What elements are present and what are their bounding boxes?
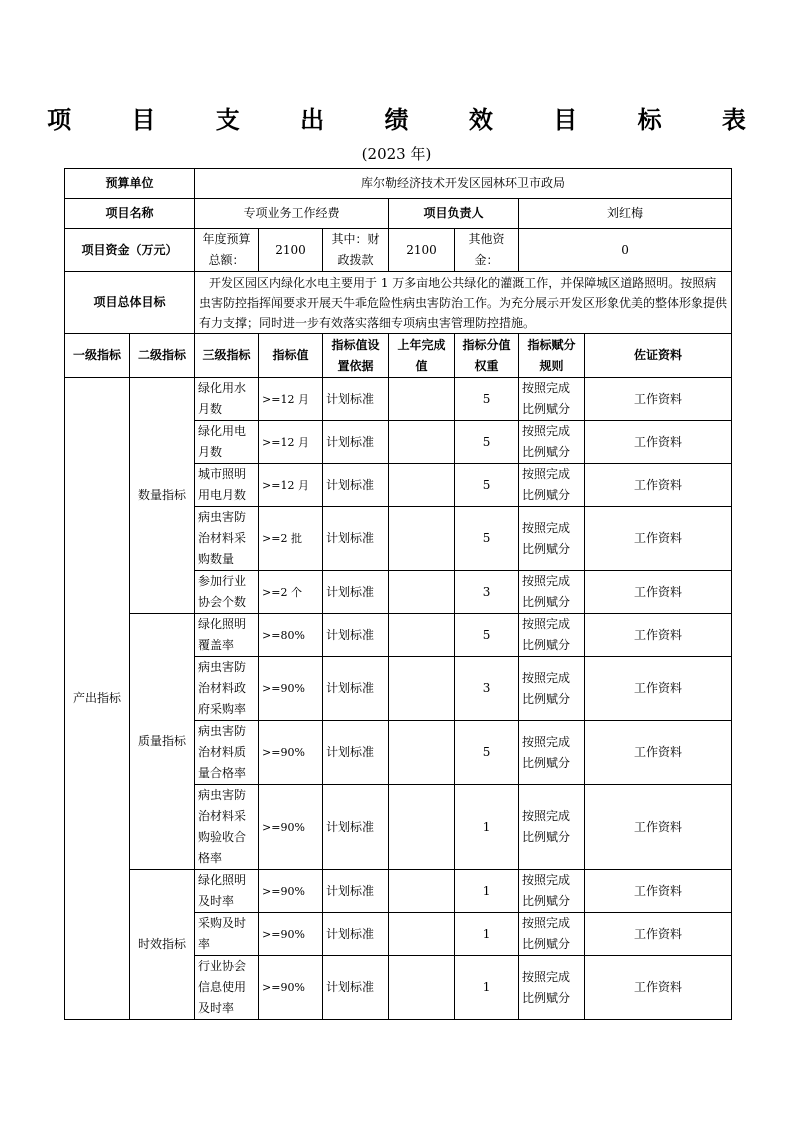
indicator-value: >=12 月 — [259, 464, 323, 507]
indicator-basis: 计划标准 — [323, 378, 389, 421]
indicator-rule: 按照完成比例赋分 — [519, 464, 585, 507]
indicator-evidence: 工作资料 — [585, 464, 732, 507]
funds-row — [65, 229, 732, 272]
indicator-rule: 按照完成比例赋分 — [519, 721, 585, 785]
indicator-weight: 3 — [455, 571, 519, 614]
header-level2: 二级指标 — [130, 334, 195, 378]
indicator-name: 行业协会信息使用及时率 — [195, 956, 259, 1020]
indicator-name: 城市照明用电月数 — [195, 464, 259, 507]
page-title: 项 目 支 出 绩 效 目 标 表 — [47, 105, 772, 134]
header-prev-value: 上年完成值 — [389, 334, 455, 378]
indicator-rule: 按照完成比例赋分 — [519, 657, 585, 721]
overall-goal-text: 开发区园区内绿化水电主要用于 1 万多亩地公共绿化的灌溉工作，并保障城区道路照明。按照病虫害防控指挥闻要求开展天牛乖危险性病虫害防治工作。为充分展示开发区形象优美的整体形象提供有力支撑；同时进一步有效落实落细专项病虫害管理防控措施。 — [195, 272, 732, 334]
indicator-name: 病虫害防治材料采购验收合格率 — [195, 785, 259, 870]
budget-unit-row — [65, 169, 732, 199]
level1-output: 产出指标 — [65, 378, 130, 1020]
indicator-rule: 按照完成比例赋分 — [519, 378, 585, 421]
overall-goal-label: 项目总体目标 — [65, 272, 195, 334]
other-funds-label: 其他资金： — [455, 229, 519, 272]
indicator-weight: 1 — [455, 870, 519, 913]
indicator-name: 病虫害防治材料政府采购率 — [195, 657, 259, 721]
indicator-prev — [389, 913, 455, 956]
overall-goal-row — [65, 272, 732, 334]
indicator-basis: 计划标准 — [323, 721, 389, 785]
indicator-evidence: 工作资料 — [585, 913, 732, 956]
performance-table — [64, 168, 732, 1020]
header-evidence: 佐证资料 — [585, 334, 732, 378]
indicator-prev — [389, 507, 455, 571]
header-indicator-value: 指标值 — [259, 334, 323, 378]
indicator-evidence: 工作资料 — [585, 421, 732, 464]
indicator-name: 绿化用水月数 — [195, 378, 259, 421]
indicator-rule: 按照完成比例赋分 — [519, 956, 585, 1020]
indicator-rule: 按照完成比例赋分 — [519, 571, 585, 614]
indicator-evidence: 工作资料 — [585, 571, 732, 614]
indicator-value: >=90% — [259, 956, 323, 1020]
indicator-value: >=12 月 — [259, 421, 323, 464]
indicator-weight: 1 — [455, 785, 519, 870]
indicator-value: >=80% — [259, 614, 323, 657]
indicator-basis: 计划标准 — [323, 614, 389, 657]
indicator-prev — [389, 614, 455, 657]
indicator-basis: 计划标准 — [323, 870, 389, 913]
header-weight: 指标分值权重 — [455, 334, 519, 378]
indicator-value: >=90% — [259, 785, 323, 870]
indicator-prev — [389, 378, 455, 421]
indicator-prev — [389, 464, 455, 507]
group-quality: 质量指标 — [130, 614, 195, 870]
fiscal-label: 其中：财政拨款 — [323, 229, 389, 272]
indicator-prev — [389, 421, 455, 464]
indicator-weight: 5 — [455, 421, 519, 464]
indicator-value: >=2 批 — [259, 507, 323, 571]
project-name-row — [65, 199, 732, 229]
header-level1: 一级指标 — [65, 334, 130, 378]
indicator-prev — [389, 956, 455, 1020]
indicator-name: 绿化用电月数 — [195, 421, 259, 464]
indicator-prev — [389, 657, 455, 721]
indicator-basis: 计划标准 — [323, 464, 389, 507]
indicator-value: >=90% — [259, 721, 323, 785]
indicator-evidence: 工作资料 — [585, 378, 732, 421]
header-value-basis: 指标值设置依据 — [323, 334, 389, 378]
indicator-value: >=12 月 — [259, 378, 323, 421]
indicator-value: >=90% — [259, 913, 323, 956]
indicator-evidence: 工作资料 — [585, 657, 732, 721]
indicator-name: 病虫害防治材料质量合格率 — [195, 721, 259, 785]
indicator-evidence: 工作资料 — [585, 507, 732, 571]
indicator-value: >=90% — [259, 657, 323, 721]
fiscal-value: 2100 — [389, 229, 455, 272]
indicator-weight: 5 — [455, 614, 519, 657]
indicator-basis: 计划标准 — [323, 913, 389, 956]
indicator-weight: 5 — [455, 464, 519, 507]
indicator-name: 绿化照明及时率 — [195, 870, 259, 913]
indicator-weight: 1 — [455, 913, 519, 956]
indicator-basis: 计划标准 — [323, 657, 389, 721]
indicator-rule: 按照完成比例赋分 — [519, 507, 585, 571]
header-scoring-rule: 指标赋分规则 — [519, 334, 585, 378]
indicator-name: 参加行业协会个数 — [195, 571, 259, 614]
indicator-name: 绿化照明覆盖率 — [195, 614, 259, 657]
group-timeliness: 时效指标 — [130, 870, 195, 1020]
project-name-value: 专项业务工作经费 — [195, 199, 389, 229]
indicator-rule: 按照完成比例赋分 — [519, 614, 585, 657]
indicator-basis: 计划标准 — [323, 421, 389, 464]
indicator-weight: 5 — [455, 721, 519, 785]
indicator-basis: 计划标准 — [323, 507, 389, 571]
indicator-evidence: 工作资料 — [585, 721, 732, 785]
group-quantity: 数量指标 — [130, 378, 195, 614]
indicator-weight: 5 — [455, 507, 519, 571]
indicator-basis: 计划标准 — [323, 956, 389, 1020]
indicator-weight: 1 — [455, 956, 519, 1020]
indicator-prev — [389, 870, 455, 913]
indicator-weight: 5 — [455, 378, 519, 421]
indicator-evidence: 工作资料 — [585, 785, 732, 870]
header-level3: 三级指标 — [195, 334, 259, 378]
indicator-rule: 按照完成比例赋分 — [519, 870, 585, 913]
indicator-rule: 按照完成比例赋分 — [519, 785, 585, 870]
indicator-basis: 计划标准 — [323, 571, 389, 614]
table-row — [65, 614, 732, 657]
indicator-weight: 3 — [455, 657, 519, 721]
year-subtitle: (2023 年) — [361, 145, 432, 163]
indicator-evidence: 工作资料 — [585, 956, 732, 1020]
indicator-prev — [389, 785, 455, 870]
indicator-name: 病虫害防治材料采购数量 — [195, 507, 259, 571]
indicator-evidence: 工作资料 — [585, 614, 732, 657]
indicator-rule: 按照完成比例赋分 — [519, 421, 585, 464]
budget-unit-value: 库尔勒经济技术开发区园林环卫市政局 — [195, 169, 732, 199]
other-funds-value: 0 — [519, 229, 732, 272]
annual-budget-label: 年度预算总额： — [195, 229, 259, 272]
indicator-prev — [389, 721, 455, 785]
funds-label: 项目资金（万元） — [65, 229, 195, 272]
annual-budget-value: 2100 — [259, 229, 323, 272]
indicator-value: >=90% — [259, 870, 323, 913]
indicator-value: >=2 个 — [259, 571, 323, 614]
indicator-evidence: 工作资料 — [585, 870, 732, 913]
budget-unit-label: 预算单位 — [65, 169, 195, 199]
indicator-basis: 计划标准 — [323, 785, 389, 870]
indicator-name: 采购及时率 — [195, 913, 259, 956]
header-row — [65, 334, 732, 378]
project-owner-label: 项目负责人 — [389, 199, 519, 229]
indicator-prev — [389, 571, 455, 614]
indicator-rule: 按照完成比例赋分 — [519, 913, 585, 956]
project-owner-value: 刘红梅 — [519, 199, 732, 229]
table-row — [65, 378, 732, 421]
table-row — [65, 870, 732, 913]
project-name-label: 项目名称 — [65, 199, 195, 229]
